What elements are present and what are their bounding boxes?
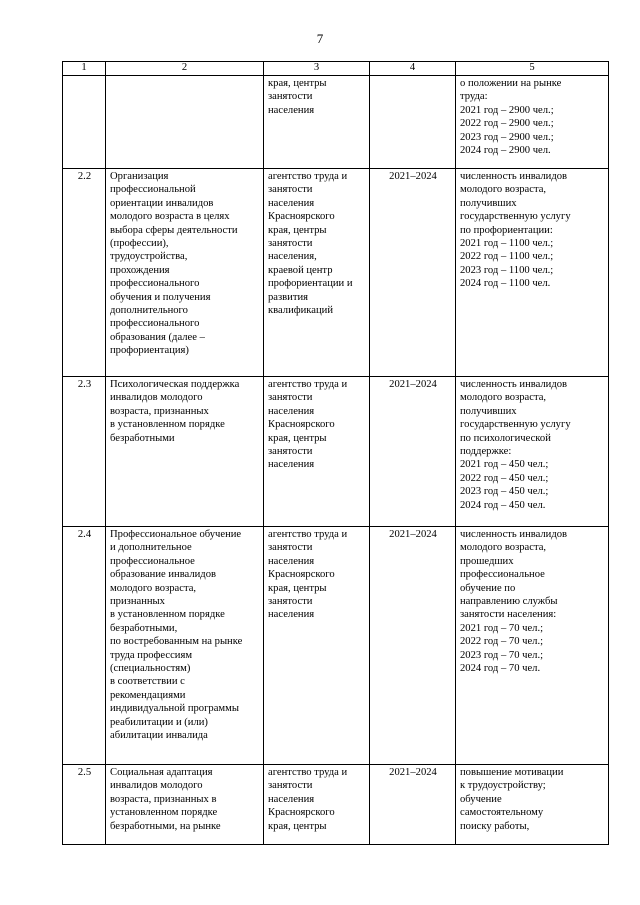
column-header-row [63, 62, 609, 76]
years-cell: 2021–2024 [370, 169, 456, 377]
table-row-2-3 [63, 377, 609, 527]
indicator-cell: повышение мотивации к трудоустройству; обучение самостоятельному поиску работы, [456, 765, 609, 845]
executor-cell: агентство труда и занятости населения Красноярского края, центры занятости населения [264, 377, 370, 527]
years-cell: 2021–2024 [370, 765, 456, 845]
activity-cell: Социальная адаптация инвалидов молодого возраста, признанных в установленном порядке безработными, на рынке [106, 765, 264, 845]
column-header-2: 2 [106, 62, 264, 76]
indicator-cell: численность инвалидов молодого возраста, получивших государственную услугу по профориентации: 2021 год – 1100 чел.; 2022 год – 1100 чел.; 2023 год – 1100 чел.; 2024 год – 1100 чел. [456, 169, 609, 377]
years-cell: 2021–2024 [370, 527, 456, 765]
row-number: 2.5 [63, 765, 106, 845]
executor-cell: агентство труда и занятости населения Красноярского края, центры занятости населения, краевой центр профориентации и развития квалификаций [264, 169, 370, 377]
years-cell: 2021–2024 [370, 377, 456, 527]
executor-cell: агентство труда и занятости населения Красноярского края, центры [264, 765, 370, 845]
activity-cell [106, 76, 264, 169]
table-row-2-2 [63, 169, 609, 377]
row-number: 2.2 [63, 169, 106, 377]
measures-table [62, 61, 609, 845]
row-number: 2.3 [63, 377, 106, 527]
row-number: 2.4 [63, 527, 106, 765]
column-header-5: 5 [456, 62, 609, 76]
activity-cell: Профессиональное обучение и дополнительное профессиональное образование инвалидов молодого возраста, признанных в установленном порядке безработными, по востребованным на рынке труда профессиям (специальностям) в соответствии с рекомендациями индивидуальной программы реабилитации и (или) абилитации инвалида [106, 527, 264, 765]
column-header-3: 3 [264, 62, 370, 76]
row-number [63, 76, 106, 169]
executor-cell: агентство труда и занятости населения Красноярского края, центры занятости населения [264, 527, 370, 765]
column-header-4: 4 [370, 62, 456, 76]
table-row-2-4 [63, 527, 609, 765]
page-number: 7 [316, 31, 324, 46]
indicator-cell: численность инвалидов молодого возраста, получивших государственную услугу по психологической поддержке: 2021 год – 450 чел.; 2022 год – 450 чел.; 2023 год – 450 чел.; 2024 год – 450 чел. [456, 377, 609, 527]
table-row-continuation [63, 76, 609, 169]
indicator-cell: численность инвалидов молодого возраста, прошедших профессиональное обучение по направлению службы занятости населения: 2021 год – 70 чел.; 2022 год – 70 чел.; 2023 год – 70 чел.; 2024 год – 70 чел. [456, 527, 609, 765]
years-cell [370, 76, 456, 169]
activity-cell: Организация профессиональной ориентации инвалидов молодого возраста в целях выбора сферы деятельности (профессии), трудоустройства, прохождения профессионального обучения и получения дополнительного профессионального образования (далее – профориентация) [106, 169, 264, 377]
indicator-cell: о положении на рынке труда: 2021 год – 2900 чел.; 2022 год – 2900 чел.; 2023 год – 2900 чел.; 2024 год – 2900 чел. [456, 76, 609, 169]
column-header-1: 1 [63, 62, 106, 76]
executor-cell: края, центры занятости населения [264, 76, 370, 169]
table-row-2-5 [63, 765, 609, 845]
activity-cell: Психологическая поддержка инвалидов молодого возраста, признанных в установленном порядке безработными [106, 377, 264, 527]
